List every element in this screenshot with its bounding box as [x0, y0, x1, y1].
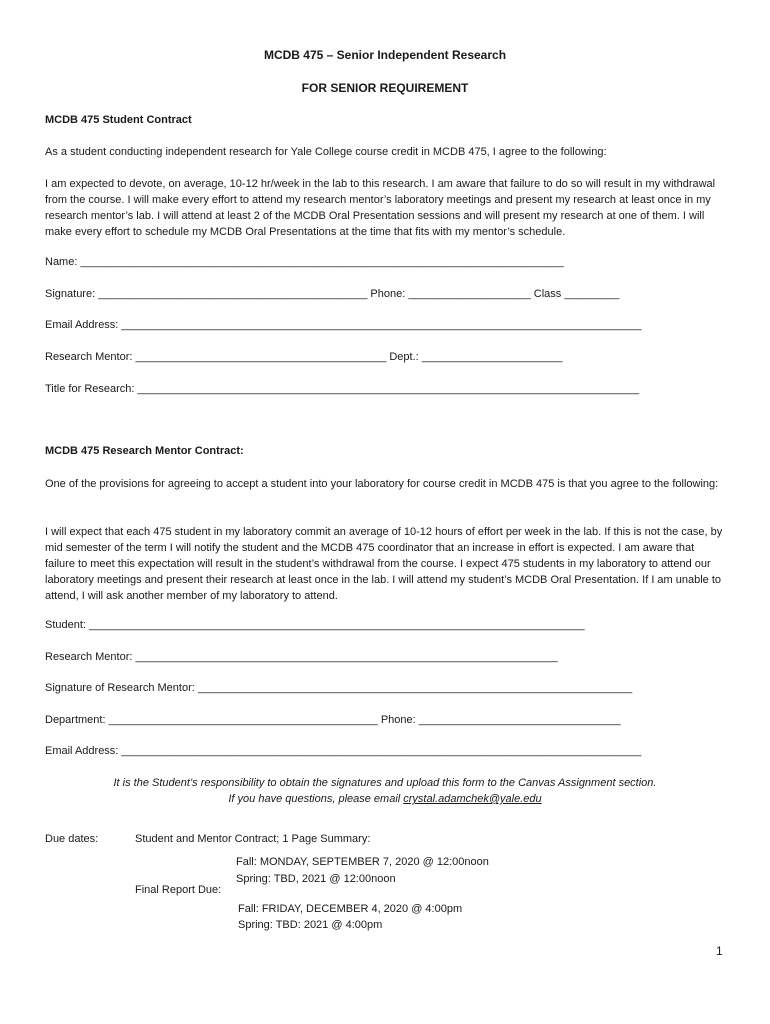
student-contract-intro: As a student conducting independent research for Yale College course credit in MCDB 475, I agree to the following: [45, 146, 607, 158]
contract-due-label: Student and Mentor Contract; 1 Page Summary: [135, 833, 371, 845]
student-research-mentor-dept-field[interactable]: Research Mentor: _________________________________________ Dept.: _______________________ [45, 351, 563, 363]
contact-notice-prefix: If you have questions, please email [228, 793, 404, 805]
document-subtitle: FOR SENIOR REQUIREMENT [301, 81, 469, 95]
contract-due-fall: Fall: MONDAY, SEPTEMBER 7, 2020 @ 12:00noon [236, 856, 489, 868]
mentor-signature-field[interactable]: Signature of Research Mentor: _______________________________________________________________________ [45, 682, 633, 694]
student-contract-heading: MCDB 475 Student Contract [45, 114, 192, 126]
responsibility-notice: It is the Student’s responsibility to obtain the signatures and upload this form to the Canvas Assignment section. [113, 777, 657, 789]
research-title-field[interactable]: Title for Research: __________________________________________________________________________________ [45, 383, 640, 395]
mentor-department-phone-field[interactable]: Department: ____________________________________________ Phone: _________________________________ [45, 714, 621, 726]
student-name-field[interactable]: Name: _______________________________________________________________________________ [45, 256, 564, 268]
contact-email-link[interactable]: crystal.adamchek@yale.edu [403, 793, 542, 805]
document-title: MCDB 475 – Senior Independent Research [263, 48, 507, 62]
mentor-contract-intro: One of the provisions for agreeing to accept a student into your laboratory for course credit in MCDB 475 is that you agree to the following: [45, 478, 719, 490]
final-report-due-spring: Spring: TBD: 2021 @ 4:00pm [238, 919, 383, 931]
mentor-email-field[interactable]: Email Address: _____________________________________________________________________________________ [45, 745, 642, 757]
page-number: 1 [716, 944, 723, 958]
contact-notice [0, 793, 770, 805]
student-contract-agreement: I am expected to devote, on average, 10-12 hr/week in the lab to this research. I am aware that failure to do so will result in my withdrawal from the course. I will make every effort to attend my research mentor’s laboratory meetings and present my research at least once in my research mentor’s lab. I will attend at least 2 of the MCDB Oral Presentation sessions and will present my research at one of them. I will make every effort to schedule my MCDB Oral Presentations at the time that fits with my mentor’s schedule. [45, 178, 716, 238]
mentor-contract-heading: MCDB 475 Research Mentor Contract: [45, 445, 244, 457]
mentor-student-field[interactable]: Student: _________________________________________________________________________________ [45, 619, 585, 631]
final-report-due-fall: Fall: FRIDAY, DECEMBER 4, 2020 @ 4:00pm [238, 903, 463, 915]
due-dates-label: Due dates: [45, 833, 99, 845]
mentor-contract-agreement: I will expect that each 475 student in my laboratory commit an average of 10-12 hours of effort per week in the lab. If this is not the case, by mid semester of the term I will notify the student and the MCDB 475 coordinator that an increase in effort is expected. I am aware that failure to meet this expectation will result in the student’s withdrawal from the course. I expect 475 students in my laboratory to attend our laboratory meetings and present their research at least once in the lab. I will attend my student’s MCDB Oral Presentation. If I am unable to attend, I will ask another member of my laboratory to attend. [45, 526, 723, 602]
student-email-field[interactable]: Email Address: _____________________________________________________________________________________ [45, 319, 642, 331]
contract-due-spring: Spring: TBD, 2021 @ 12:00noon [236, 873, 396, 885]
student-signature-phone-class-field[interactable]: Signature: ____________________________________________ Phone: ____________________ Class _________ [45, 288, 620, 300]
final-report-due-label: Final Report Due: [135, 884, 222, 896]
mentor-name-field[interactable]: Research Mentor: _____________________________________________________________________ [45, 651, 558, 663]
